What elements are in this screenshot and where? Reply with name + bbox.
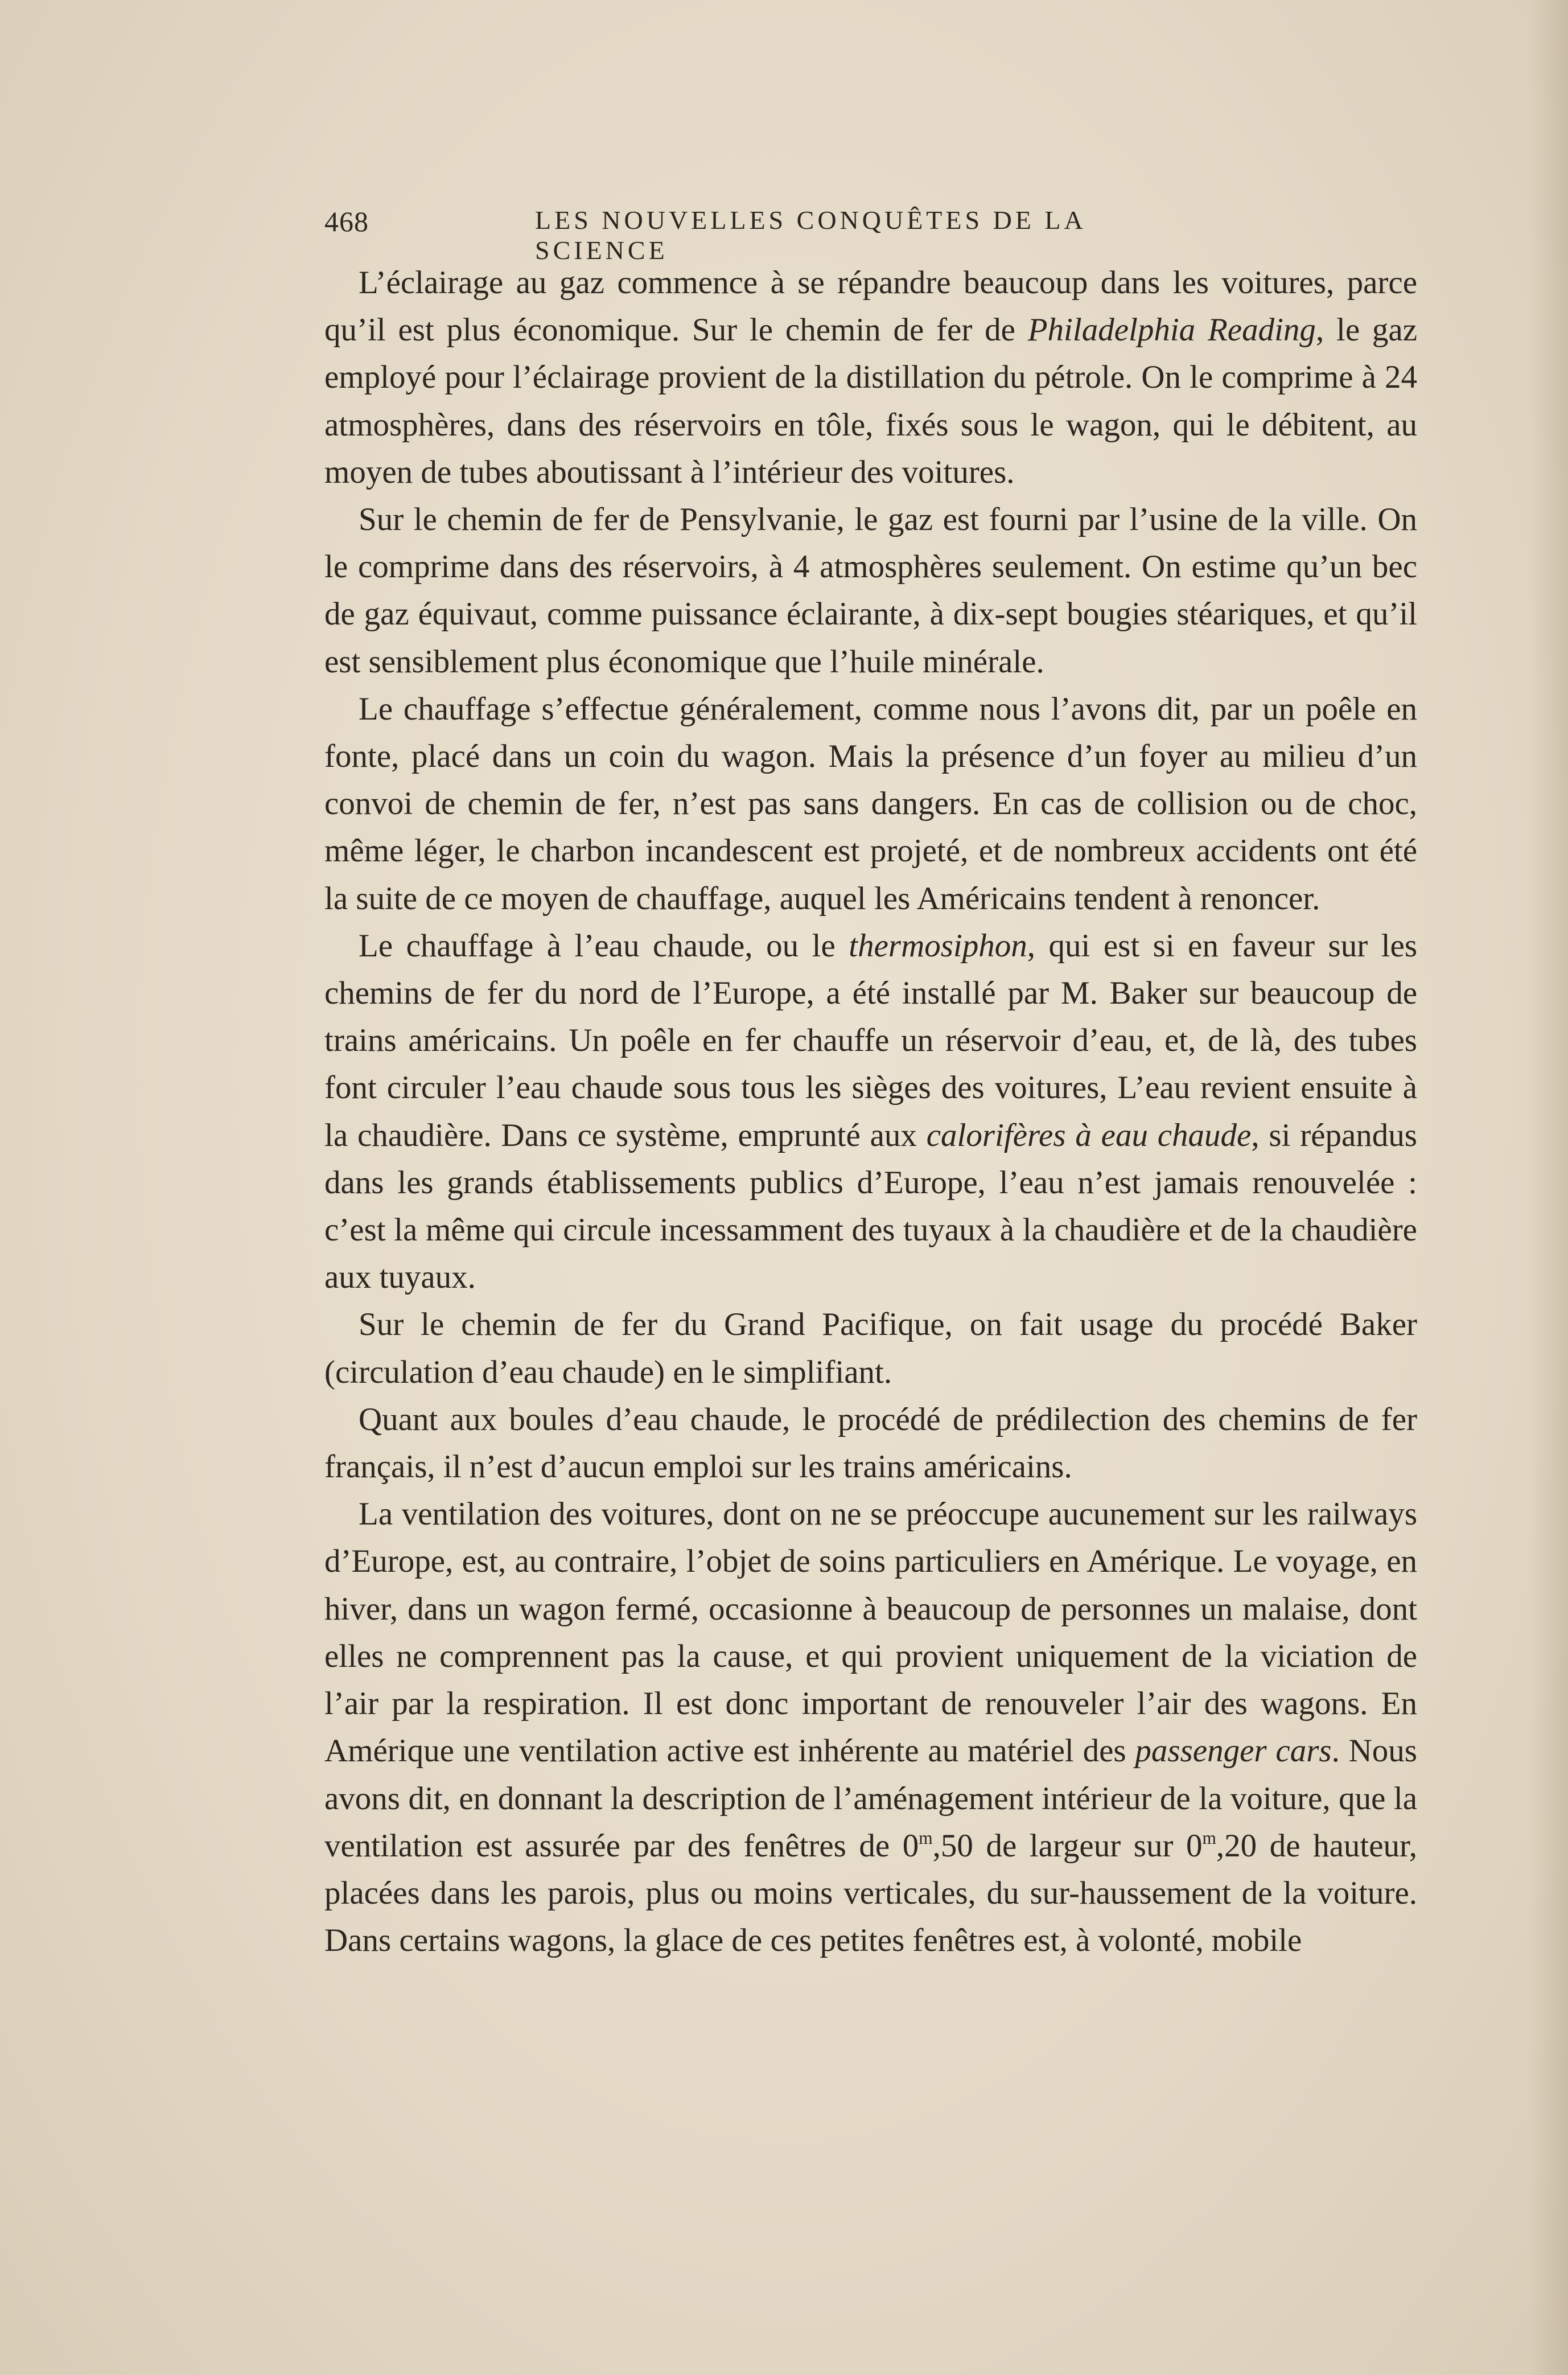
page-number: 468 <box>324 206 369 237</box>
paragraph-4-italic-2: calorifères à eau chaude <box>926 1117 1252 1153</box>
paragraph-6: Quant aux boules d’eau chaude, le procédé de prédilection des chemins de fer français, il n’est d’aucun emploi sur les trains américains. <box>324 1401 1417 1485</box>
page-header <box>324 205 1224 265</box>
paragraph-4-italic-1: thermosiphon <box>849 927 1027 964</box>
paragraph-1-italic: Philadelphia Reading <box>1027 312 1316 348</box>
paragraph-5: Sur le chemin de fer du Grand Pacifique, on fait usage du procédé Baker (circulation d’eau chaude) en le simplifiant. <box>324 1306 1417 1390</box>
paragraph-2: Sur le chemin de fer de Pensylvanie, le gaz est fourni par l’usine de la ville. On le comprime dans des réservoirs, à 4 atmosphères seulement. On estime qu’un bec de gaz équivaut, comme puissance éclairante, à dix-sept bougies stéariques, et qu’il est sensiblement plus économique que l’huile minérale. <box>324 502 1417 680</box>
paragraph-7-superscript-2: m <box>1202 1827 1216 1848</box>
page-edge-shadow <box>1528 0 1568 2375</box>
paragraph-1-text-a: L’éclairage au gaz commence à se répandre beaucoup dans les voitures, parce qu’il est plus économique. Sur le chemin de fer de <box>324 265 1417 348</box>
paragraph-7-text-a: La ventilation des voitures, dont on ne se préoccupe aucunement sur les railways d’Europe, est, au contraire, l’objet de soins particuliers en Amérique. Le voyage, en hiver, dans un wagon fermé, occasionne à beaucoup de personnes un malaise, dont elles ne comprennent pas la cause, et qui provient uniquement de la viciation de l’air par la respiration. Il est donc important de renouveler l’air des wagons. En Amérique une ventilation active est inhérente au matériel des <box>324 1496 1417 1769</box>
paragraph-7-text-d: ,20 de hauteur, placées dans les parois, plus ou moins verticales, du sur-haussement de la voiture. Dans certains wagons, la glace de ces petites fenêtres est, à volonté, mobile <box>324 1827 1417 1959</box>
paragraph-4-text-c: , si répandus dans les grands établissements publics d’Europe, l’eau n’est jamais renouvelée : c’est la même qui circule incessamment des tuyaux à la chaudière et de la chaudière aux tuyaux. <box>324 1117 1417 1296</box>
paragraph-3: Le chauffage s’effectue généralement, comme nous l’avons dit, par un poêle en fonte, placé dans un coin du wagon. Mais la présence d’un foyer au milieu d’un convoi de chemin de fer, n’est pas sans dangers. En cas de collision ou de choc, même léger, le charbon incandescent est projeté, et de nombreux accidents ont été la suite de ce moyen de chauffage, auquel les Américains tendent à renoncer. <box>324 691 1417 917</box>
paragraph-7-italic: passenger cars <box>1135 1733 1332 1769</box>
paragraph-1-text-b: , le gaz employé pour l’éclairage provient de la distillation du pétrole. On le comprime à 24 atmosphères, dans des réservoirs en tôle, fixés sous le wagon, qui le débitent, au moyen de tubes aboutissant à l’intérieur des voitures. <box>324 312 1418 490</box>
paragraph-4 <box>324 922 1417 1301</box>
body-text <box>324 259 1417 1964</box>
paragraph-4-text-b: , qui est si en faveur sur les chemins de fer du nord de l’Europe, a été installé par M. Baker sur beaucoup de trains américains. Un poêle en fer chauffe un réservoir d’eau, et, de là, des tubes font circuler l’eau chaude sous tous les sièges des voitures, L’eau revient ensuite à la chaudière. Dans ce système, emprunté aux <box>324 927 1418 1153</box>
paragraph-4-text-a: Le chauffage à l’eau chaude, ou le <box>359 927 849 964</box>
paragraph-7-text-c: ,50 de largeur sur 0 <box>932 1827 1203 1864</box>
paragraph-7 <box>324 1490 1417 1964</box>
paragraph-7-text-b: . Nous avons dit, en donnant la description de l’aménagement intérieur de la voiture, que la ventilation est assurée par des fenêtres de 0 <box>324 1733 1417 1864</box>
paragraph-7-superscript-1: m <box>919 1827 933 1848</box>
running-head: LES NOUVELLES CONQUÊTES DE LA SCIENCE <box>535 206 1085 265</box>
paragraph-1 <box>324 259 1417 496</box>
